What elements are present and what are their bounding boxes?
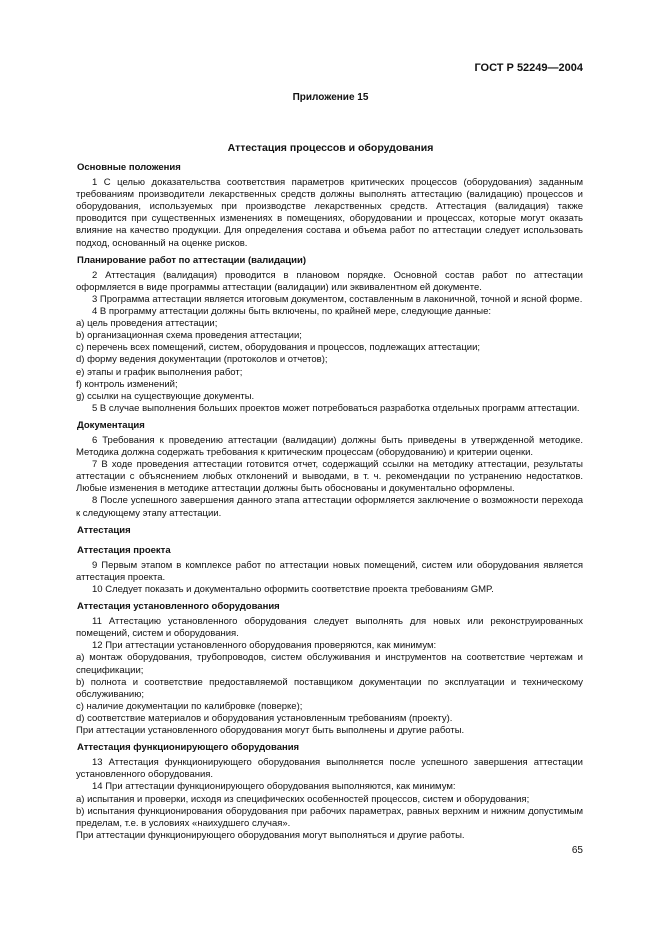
paragraph: 3 Программа аттестации является итоговым документом, составленным в лаконичной, точной и ясной форме.	[92, 293, 583, 305]
paragraph: 2 Аттестация (валидация) проводится в плановом порядке. Основной состав работ по аттестации оформляется в виде программы аттестации (валидации) или эквивалентном ей документе.	[76, 269, 583, 293]
paragraph: 6 Требования к проведению аттестации (валидации) должны быть приведены в утвержденной методике. Методика должна содержать требования к критическим процессам (оборудованию) и критерии оценки.	[76, 434, 583, 459]
paragraph: 7 В ходе проведения аттестации готовится отчет, содержащий ссылки на методику аттестации, результаты аттестации с объяснением любых отклонений и выводами, в т. ч. рекомендации по устранению недостатков. Любые изменения в методике аттестации должны быть обоснованы и документально оформлены.	[76, 459, 583, 495]
list-item: c) перечень всех помещений, систем, оборудования и процессов, подлежащих аттестации;	[76, 342, 481, 354]
paragraph: При аттестации установленного оборудования могут быть выполнены и другие работы.	[76, 725, 465, 737]
section-heading: Документация	[77, 419, 145, 431]
list-item: f) контроль изменений;	[76, 378, 178, 390]
section-heading: Основные положения	[77, 162, 181, 173]
page-number: 65	[571, 845, 583, 856]
section-heading: Аттестация	[77, 524, 131, 536]
list-item: b) организационная схема проведения аттестации;	[76, 330, 302, 342]
section-heading: Аттестация проекта	[77, 544, 171, 556]
section-heading: Аттестация установленного оборудования	[77, 601, 280, 613]
paragraph: 4 В программу аттестации должны быть включены, по крайней мере, следующие данные:	[92, 306, 492, 318]
paragraph: 14 При аттестации функционирующего оборудования выполняются, как минимум:	[92, 781, 456, 793]
list-item: g) ссылки на существующие документы.	[76, 390, 255, 402]
paragraph: 5 В случае выполнения больших проектов может потребоваться разработка отдельных программ аттестации.	[92, 402, 580, 414]
section-heading: Аттестация функционирующего оборудования	[77, 742, 300, 754]
list-item: a) цель проведения аттестации;	[76, 318, 218, 330]
paragraph: 13 Аттестация функционирующего оборудования выполняется после успешного завершения аттестации установленного оборудования.	[76, 757, 583, 781]
list-item: b) полнота и соответствие предоставляемой поставщиком документации по эксплуатации и техническому обслуживанию;	[76, 676, 583, 700]
paragraph: 9 Первым этапом в комплексе работ по аттестации новых помещений, систем или оборудования является аттестация проекта.	[76, 559, 583, 583]
list-item: d) форму ведения документации (протоколов и отчетов);	[76, 354, 328, 366]
page-title: Аттестация процессов и оборудования	[227, 142, 434, 154]
paragraph: 11 Аттестацию установленного оборудования следует выполнять для новых или реконструированных помещений, систем и оборудования.	[76, 616, 583, 640]
paragraph: При аттестации функционирующего оборудования могут выполняться и другие работы.	[76, 829, 465, 841]
paragraph: 1 С целью доказательства соответствия параметров критических процессов (оборудования) заданным требованиям производители лекарственных средств должны выполнять аттестацию (валидацию) процессов и оборудования, используемых при производстве лекарственных средств. Аттестация (валидация) также проводится при существенных изменениях в помещениях, оборудовании и процессах, которые могут оказать влияние на качество продукции. Для определения состава и объема работ по аттестации следует использовать подход, основанный на оценке рисков.	[76, 177, 583, 249]
list-item: b) испытания функционирования оборудования при рабочих параметрах, равных верхним и нижним допустимым пределам, т.е. в условиях «наихудшего случая».	[76, 805, 583, 829]
appendix-label: Приложение 15	[292, 92, 369, 103]
paragraph: 10 Следует показать и документально оформить соответствие проекта требованиям GMP.	[92, 584, 494, 595]
standard-number: ГОСТ Р 52249—2004	[474, 62, 583, 74]
paragraph: 8 После успешного завершения данного этапа аттестации оформляется заключение о возможности перехода к следующему этапу аттестации.	[76, 495, 583, 519]
list-item: e) этапы и график выполнения работ;	[76, 366, 243, 378]
list-item: c) наличие документации по калибровке (поверке);	[76, 700, 303, 712]
list-item: a) монтаж оборудования, трубопроводов, систем обслуживания и инструментов на соответствие чертежам и спецификации;	[76, 652, 583, 676]
list-item: a) испытания и проверки, исходя из специфических особенностей процессов, систем и оборудования;	[76, 793, 530, 805]
section-heading: Планирование работ по аттестации (валидации)	[77, 254, 306, 266]
list-item: d) соответствие материалов и оборудования установленным требованиям (проекту).	[76, 712, 453, 724]
document-body	[76, 160, 583, 842]
paragraph: 12 При аттестации установленного оборудования проверяются, как минимум:	[92, 640, 437, 652]
